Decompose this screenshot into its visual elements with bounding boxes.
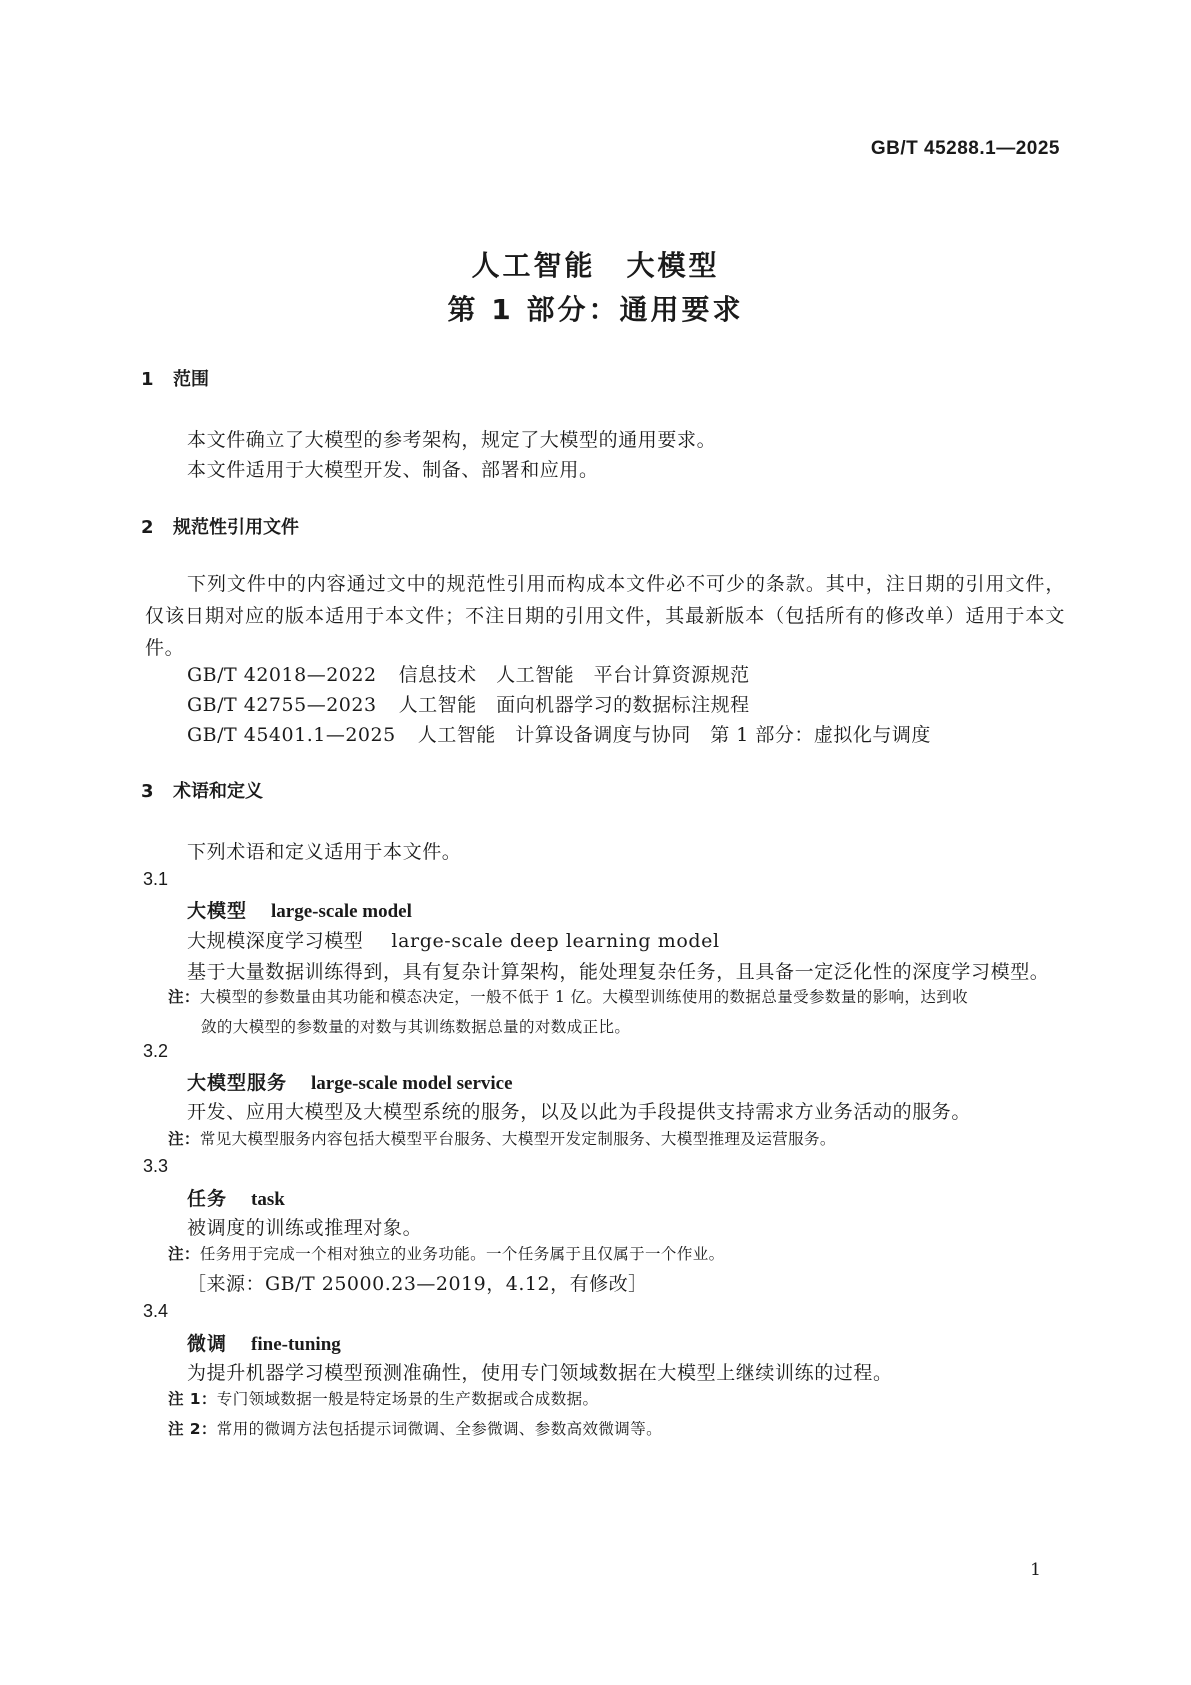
section-number: 3 [141, 781, 154, 802]
normative-references-intro: 下列文件中的内容通过文中的规范性引用而构成本文件必不可少的条款。其中，注日期的引用文件，仅该日期对应的版本适用于本文件；不注日期的引用文件，其最新版本（包括所有的修改单）适用于本文件。 [145, 573, 1065, 659]
term-en: large-scale model [271, 901, 412, 922]
term-number: 3.4 [143, 1301, 169, 1321]
term-definition: 被调度的训练或推理对象。 [187, 1217, 423, 1239]
term-heading [187, 1184, 285, 1211]
section-title: 规范性引用文件 [173, 517, 299, 538]
document-title-line2: 第 1 部分：通用要求 [447, 293, 744, 326]
note-text: 大模型的参数量由其功能和模态决定，一般不低于 1 亿。大模型训练使用的数据总量受参数量的影响，达到收 [199, 988, 969, 1006]
term-number: 3.2 [143, 1041, 169, 1061]
reference-code: GB/T 42018—2022 [187, 664, 377, 686]
reference-item [187, 690, 772, 717]
term-zh: 大模型服务 [187, 1072, 288, 1094]
reference-code: GB/T 45401.1—2025 [187, 724, 396, 746]
standard-number: GB/T 45288.1—2025 [870, 138, 1060, 159]
reference-title: 信息技术 人工智能 平台计算资源规范 [398, 664, 750, 686]
section-number: 1 [141, 369, 154, 390]
term-definition: 基于大量数据训练得到，具有复杂计算架构，能处理复杂任务，且具备一定泛化性的深度学习模型。 [187, 961, 1050, 983]
term-number: 3.1 [143, 869, 169, 889]
reference-code: GB/T 42755—2023 [187, 694, 377, 716]
note-label: 注： [168, 1130, 200, 1148]
term-note [168, 982, 1048, 1042]
reference-item [187, 720, 953, 747]
note-label: 注 2： [168, 1420, 217, 1438]
note-label: 注 1： [168, 1390, 217, 1408]
section-1-heading [141, 365, 209, 391]
note-label: 注： [168, 1245, 200, 1263]
term-number: 3.3 [143, 1156, 169, 1176]
section-3-heading [141, 777, 263, 803]
term-heading [187, 1068, 513, 1095]
term-note [168, 1239, 1048, 1269]
note-text: 任务用于完成一个相对独立的业务功能。一个任务属于且仅属于一个作业。 [199, 1245, 725, 1263]
reference-item [187, 660, 772, 687]
term-note [168, 1124, 1048, 1154]
reference-title: 人工智能 面向机器学习的数据标注规程 [398, 694, 750, 716]
section-title: 术语和定义 [173, 781, 263, 802]
note-text-continued: 敛的大模型的参数量的对数与其训练数据总量的对数成正比。 [201, 1018, 631, 1036]
note-text: 常见大模型服务内容包括大模型平台服务、大模型开发定制服务、大模型推理及运营服务。 [199, 1130, 836, 1148]
term-alt-zh: 大规模深度学习模型 [187, 930, 364, 952]
section-2-heading [141, 513, 299, 539]
term-zh: 微调 [187, 1333, 228, 1355]
term-en: large-scale model service [311, 1073, 513, 1094]
term-alt-en: large-scale deep learning model [391, 930, 720, 952]
term-source: ［来源：GB/T 25000.23—2019，4.12，有修改］ [187, 1273, 648, 1295]
term-zh: 任务 [187, 1188, 228, 1210]
note-text: 专门领域数据一般是特定场景的生产数据或合成数据。 [216, 1390, 599, 1408]
paragraph: 下列术语和定义适用于本文件。 [187, 841, 462, 863]
paragraph: 本文件确立了大模型的参考架构，规定了大模型的通用要求。 [187, 429, 717, 451]
term-heading [187, 896, 412, 923]
term-heading [187, 1329, 341, 1356]
document-title-line1: 人工智能 大模型 [471, 249, 720, 282]
term-definition: 为提升机器学习模型预测准确性，使用专门领域数据在大模型上继续训练的过程。 [187, 1362, 893, 1384]
term-note-2 [168, 1414, 1048, 1444]
section-title: 范围 [173, 369, 209, 390]
term-note-1 [168, 1384, 1048, 1414]
section-number: 2 [141, 517, 154, 538]
term-en: task [251, 1189, 285, 1210]
note-text: 常用的微调方法包括提示词微调、全参微调、参数高效微调等。 [216, 1420, 662, 1438]
paragraph: 本文件适用于大模型开发、制备、部署和应用。 [187, 459, 599, 481]
term-alternative [187, 926, 720, 953]
page-number: 1 [1030, 1560, 1041, 1580]
term-definition: 开发、应用大模型及大模型系统的服务，以及以此为手段提供支持需求方业务活动的服务。 [187, 1101, 972, 1123]
note-label: 注： [168, 988, 200, 1006]
term-zh: 大模型 [187, 900, 248, 922]
term-en: fine-tuning [251, 1334, 341, 1355]
reference-title: 人工智能 计算设备调度与协同 第 1 部分：虚拟化与调度 [417, 724, 931, 746]
